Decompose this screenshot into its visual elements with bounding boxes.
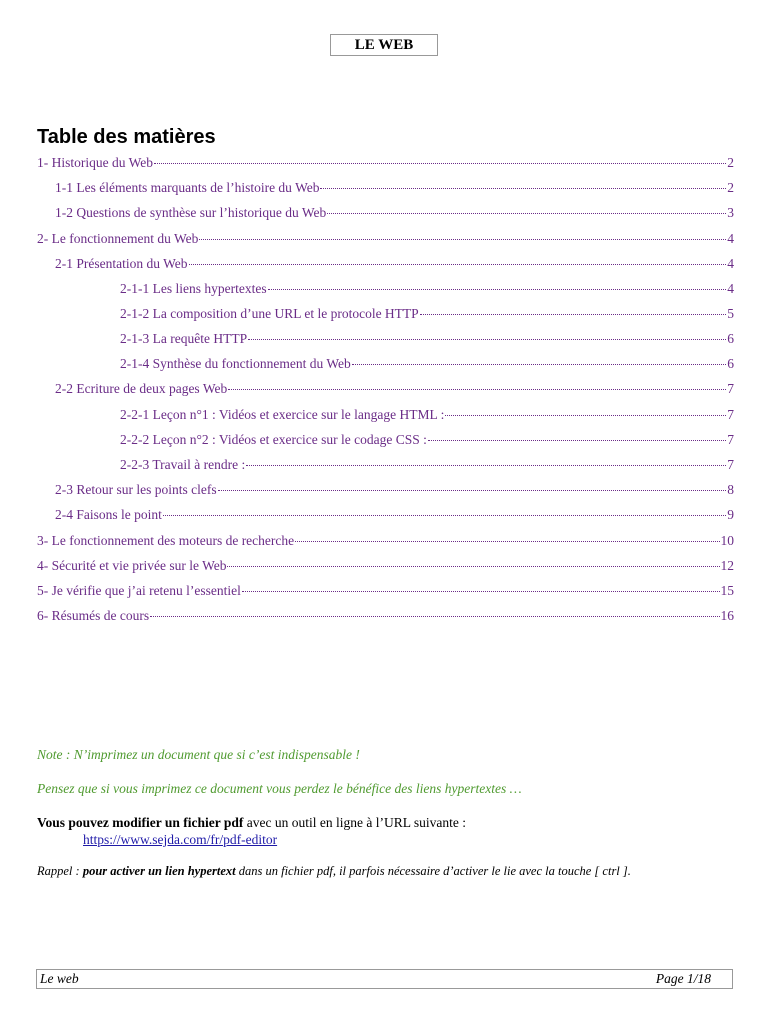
toc-entry-page: 6 (727, 356, 734, 371)
toc-entry[interactable] (120, 331, 734, 351)
toc-entry[interactable] (55, 381, 734, 401)
toc-entry-page: 2 (727, 155, 734, 170)
toc-entry-page: 10 (720, 533, 734, 548)
toc-leader (268, 288, 727, 290)
rappel-prefix: Rappel : (37, 864, 83, 878)
toc-leader (227, 565, 719, 567)
toc-entry-page: 15 (720, 583, 734, 598)
toc-entry-page: 9 (727, 507, 734, 522)
toc-entry-page: 12 (720, 558, 734, 573)
rappel-text: dans un fichier pdf, il parfois nécessaire d’activer le lie avec la touche [ ctrl ]. (235, 864, 631, 878)
toc-entry-label: 3- Le fonctionnement des moteurs de recherche (37, 533, 295, 548)
toc-leader (428, 439, 726, 441)
toc-entry-label: 2-4 Faisons le point (55, 507, 162, 522)
toc-entry-label: 5- Je vérifie que j’ai retenu l’essentiel (37, 583, 241, 598)
toc-leader (199, 238, 726, 240)
toc-entry-label: 1-2 Questions de synthèse sur l’historique du Web (55, 205, 327, 220)
toc-entry-page: 4 (727, 231, 734, 246)
toc-entry-label: 2-1 Présentation du Web (55, 256, 188, 271)
toc-entry-label: 2-3 Retour sur les points clefs (55, 482, 217, 497)
toc-entry-label: 4- Sécurité et vie privée sur le Web (37, 558, 227, 573)
toc-entry-label: 2-2-1 Leçon n°1 : Vidéos et exercice sur le langage HTML : (120, 407, 445, 422)
toc-entry-page: 16 (720, 608, 734, 623)
toc-entry[interactable] (37, 558, 734, 578)
toc-entry-page: 7 (727, 407, 734, 422)
toc-entry[interactable] (37, 231, 734, 251)
page-number: Page 1/18 (655, 971, 711, 986)
toc-entry-label: 1-1 Les éléments marquants de l’histoire du Web (55, 180, 320, 195)
toc-entry[interactable] (120, 306, 734, 326)
hyperlink-note: Pensez que si vous imprimez ce document vous perdez le bénéfice des liens hypertextes … (37, 781, 522, 796)
toc-entry-page: 4 (727, 256, 734, 271)
toc-entry[interactable] (55, 180, 734, 200)
toc-leader (445, 414, 726, 416)
toc-entry[interactable] (37, 533, 734, 553)
rappel-paragraph (37, 864, 631, 879)
toc-entry-page: 7 (727, 457, 734, 472)
toc-entry[interactable] (55, 256, 734, 276)
toc-leader (246, 464, 726, 466)
footer-title: Le web (40, 971, 79, 986)
toc-leader (295, 540, 719, 542)
toc-entry-page: 3 (727, 205, 734, 220)
toc-entry-label: 1- Historique du Web (37, 155, 154, 170)
print-note: Note : N’imprimez un document que si c’est indispensable ! (37, 747, 360, 762)
rappel-bold: pour activer un lien hypertext (82, 864, 236, 878)
toc-entry-label: 2-2 Ecriture de deux pages Web (55, 381, 228, 396)
toc-entry-page: 6 (727, 331, 734, 346)
toc-entry-label: 2-1-4 Synthèse du fonctionnement du Web (120, 356, 351, 371)
pdf-edit-text: avec un outil en ligne à l’URL suivante : (243, 815, 466, 830)
toc-entry[interactable] (37, 608, 734, 628)
toc-leader (150, 615, 719, 617)
toc-entry-page: 8 (727, 482, 734, 497)
toc-leader (189, 263, 727, 265)
page-footer (36, 969, 733, 989)
toc-leader (327, 212, 726, 214)
toc-leader (420, 313, 727, 315)
toc-leader (228, 388, 726, 390)
toc-entry-label: 2- Le fonctionnement du Web (37, 231, 199, 246)
toc-entry[interactable] (37, 583, 734, 603)
toc-entry-page: 5 (727, 306, 734, 321)
toc-entry[interactable] (120, 281, 734, 301)
toc-leader (248, 338, 726, 340)
pdf-edit-paragraph (37, 815, 466, 831)
toc-leader (218, 489, 727, 491)
toc-entry[interactable] (55, 507, 734, 527)
toc-entry-label: 6- Résumés de cours (37, 608, 150, 623)
toc-leader (320, 187, 726, 189)
toc-entry-label: 2-1-1 Les liens hypertextes (120, 281, 267, 296)
toc-entry[interactable] (120, 432, 734, 452)
toc-entry-page: 4 (727, 281, 734, 296)
toc-entry[interactable] (120, 407, 734, 427)
toc-leader (352, 363, 727, 365)
toc-entry-label: 2-2-3 Travail à rendre : (120, 457, 246, 472)
toc-entry[interactable] (55, 482, 734, 502)
toc-entry[interactable] (37, 155, 734, 175)
toc-heading: Table des matières (37, 126, 216, 148)
document-title: LE WEB (330, 34, 438, 56)
toc-entry-page: 7 (727, 432, 734, 447)
toc-entry-page: 7 (727, 381, 734, 396)
toc-entry[interactable] (55, 205, 734, 225)
toc-leader (163, 514, 726, 516)
toc-entry-label: 2-1-2 La composition d’une URL et le protocole HTTP (120, 306, 419, 321)
toc-entry-label: 2-2-2 Leçon n°2 : Vidéos et exercice sur le codage CSS : (120, 432, 427, 447)
pdf-edit-bold: Vous pouvez modifier un fichier pdf (37, 815, 244, 830)
toc-entry[interactable] (120, 457, 734, 477)
toc-entry-label: 2-1-3 La requête HTTP (120, 331, 248, 346)
toc-leader (242, 590, 720, 592)
toc-entry-page: 2 (727, 180, 734, 195)
toc-entry[interactable] (120, 356, 734, 376)
toc-leader (154, 162, 726, 164)
pdf-editor-link[interactable]: https://www.sejda.com/fr/pdf-editor (83, 832, 278, 847)
